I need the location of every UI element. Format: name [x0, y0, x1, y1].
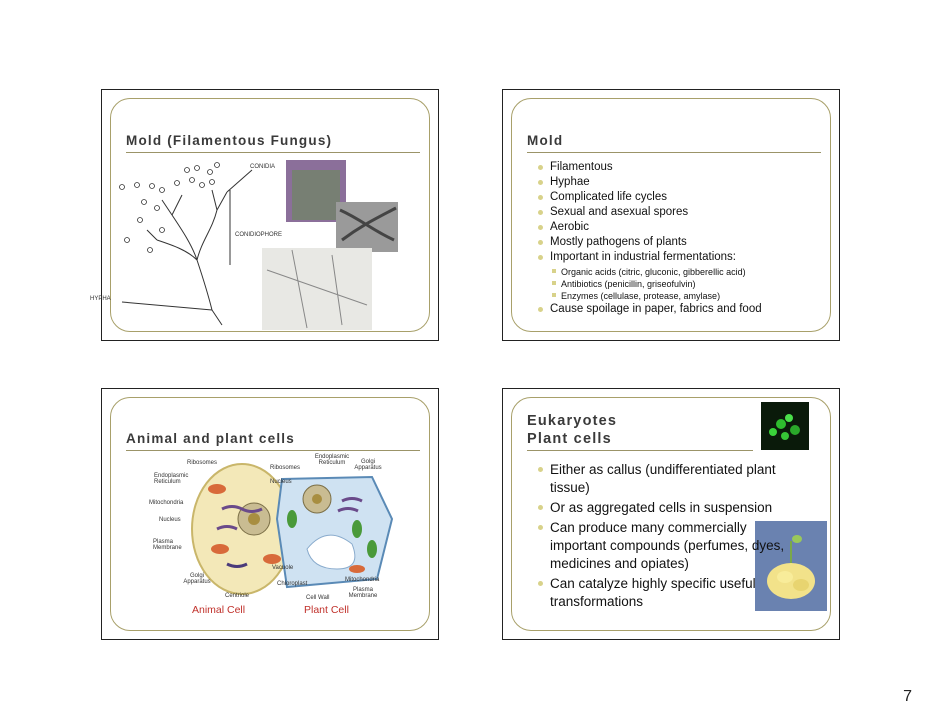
bullet: Aerobic	[536, 220, 826, 235]
label-nucleus-plant: Nucleus	[270, 479, 292, 485]
label-mitochondria-plant: Mitochondria	[345, 577, 380, 583]
bullet: Mostly pathogens of plants	[536, 235, 826, 250]
green-fluorescence-image	[761, 402, 809, 450]
label-golgi-plant: Golgi Apparatus	[354, 459, 382, 471]
label-er-plant: Endoplasmic Reticulum	[314, 454, 350, 466]
label-ribosomes: Ribosomes	[187, 460, 218, 466]
hypha-label: HYPHA	[90, 296, 111, 302]
slide-plant-cells	[502, 388, 840, 640]
label-chloroplast: Chloroplast	[277, 581, 308, 587]
label-vacuole: Vacuole	[272, 565, 294, 571]
mold-bullet-list	[536, 160, 826, 265]
plant-cells-bullet-list	[536, 461, 804, 613]
slide-title: Mold (Filamentous Fungus)	[126, 132, 420, 153]
sub-bullet: Organic acids (citric, gluconic, gibberellic acid)	[550, 266, 840, 278]
label-er-animal: Endoplasmic Reticulum	[154, 473, 189, 485]
page-number: 7	[903, 688, 912, 705]
slide-mold-fungus	[90, 89, 439, 341]
bullet: Filamentous	[536, 160, 826, 175]
label-golgi-animal: Golgi Apparatus	[183, 573, 211, 585]
label-ribosomes-plant: Ribosomes	[270, 465, 301, 471]
caption-animal-cell: Animal Cell	[192, 604, 246, 616]
label-centriole: Centriole	[225, 593, 250, 599]
bullet: Either as callus (undifferentiated plant tissue)	[536, 461, 804, 497]
bullet: Complicated life cycles	[536, 190, 826, 205]
slide-mold	[502, 89, 840, 341]
caption-plant-cell: Plant Cell	[304, 604, 349, 616]
bullet: Cause spoilage in paper, fabrics and food	[536, 302, 826, 317]
conidia-label: CONIDIA	[250, 164, 276, 170]
bullet: Can catalyze highly specific useful transformations	[536, 575, 804, 611]
cells-diagram	[102, 389, 440, 641]
bullet: Can produce many commercially important compounds (perfumes, dyes, medicines and opiates)	[536, 519, 804, 573]
mold-drawing	[102, 90, 440, 342]
slide-title: Eukaryotes Plant cells	[527, 412, 753, 451]
sub-bullet: Antibiotics (penicillin, griseofulvin)	[550, 278, 840, 290]
slide-title: Animal and plant cells	[126, 430, 420, 451]
label-nucleus-animal: Nucleus	[159, 517, 181, 523]
sub-bullet: Enzymes (cellulase, protease, amylase)	[550, 290, 840, 302]
mold-sub-bullet-list	[536, 266, 840, 302]
label-plasma-membrane-plant: Plasma Membrane	[348, 587, 378, 599]
bullet: Or as aggregated cells in suspension	[536, 499, 804, 517]
bullet: Important in industrial fermentations:	[536, 250, 826, 265]
conidiophore-label: CONIDIOPHORE	[235, 232, 283, 238]
label-cell-wall: Cell Wall	[306, 595, 330, 601]
label-mitochondria-animal: Mitochondria	[149, 500, 184, 506]
bullet: Sexual and asexual spores	[536, 205, 826, 220]
label-plasma-membrane-animal: Plasma Membrane	[153, 539, 182, 551]
bullet: Hyphae	[536, 175, 826, 190]
slide-cells	[101, 388, 439, 640]
mold-last-bullet	[536, 302, 826, 317]
slide-title: Mold	[527, 132, 821, 153]
